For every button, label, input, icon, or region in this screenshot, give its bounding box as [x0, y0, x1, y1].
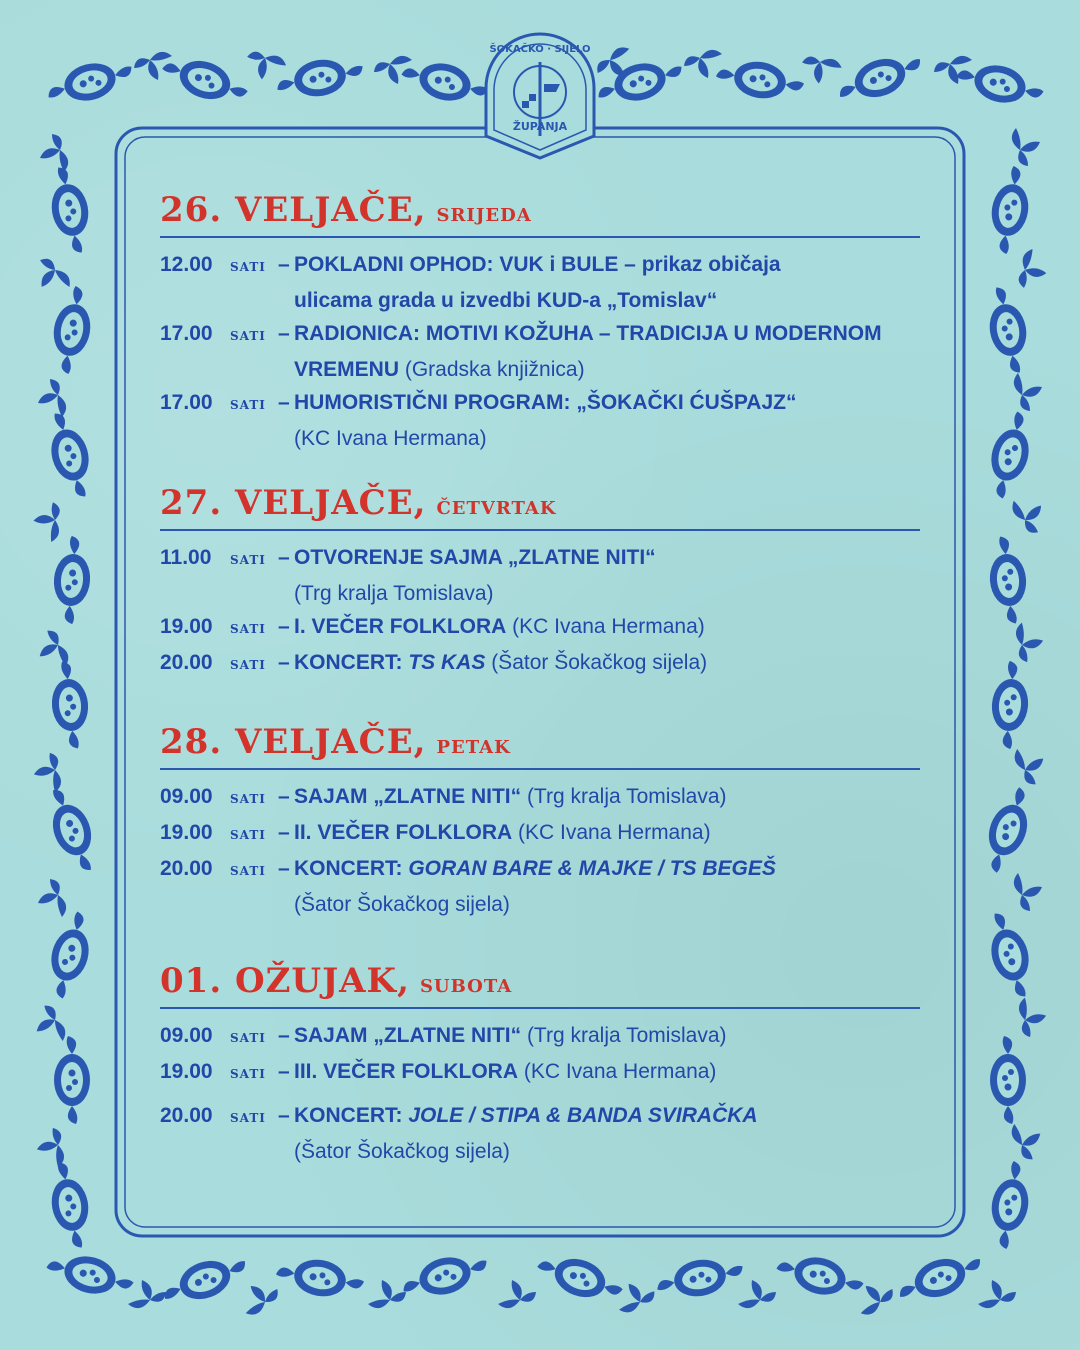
event-title: SAJAM „ZLATNE NITI“ [294, 1024, 522, 1047]
event-sati: SATI [230, 260, 266, 274]
event-sati: SATI [230, 329, 266, 343]
day-block [160, 961, 920, 1168]
event-time: 20.00 [160, 857, 213, 880]
event-sati: SATI [230, 622, 266, 636]
event-dash: – [278, 322, 290, 345]
event-continuation: ulicama grada u izvedbi KUD-a „Tomislav“ [294, 289, 718, 312]
event-dash: – [278, 546, 290, 569]
event-dash: – [278, 1024, 290, 1047]
event-title: III. VEČER FOLKLORA [294, 1060, 519, 1083]
event-dash: – [278, 1060, 290, 1083]
event-dash: – [278, 651, 290, 674]
event-title: KONCERT: [294, 857, 409, 880]
schedule [160, 190, 920, 1168]
event-venue: (Trg kralja Tomislava) [521, 1024, 727, 1047]
event-sati: SATI [230, 1067, 266, 1081]
event-row [160, 646, 920, 682]
event-time: 19.00 [160, 615, 213, 638]
event-continuation-bold: VREMENU [294, 358, 400, 381]
event-row [160, 816, 920, 852]
event-time: 09.00 [160, 1024, 213, 1047]
event-row [160, 1019, 920, 1055]
day-weekday: srijeda [436, 198, 532, 228]
event-venue: (KC Ivana Hermana) [506, 615, 705, 638]
event-title: KONCERT: [294, 1104, 409, 1127]
event-dash: – [278, 857, 290, 880]
event-title: HUMORISTIČNI PROGRAM: „ŠOKAČKI ĆUŠPAJZ“ [294, 391, 797, 414]
event-continuation [160, 353, 920, 386]
event-time: 11.00 [160, 546, 212, 569]
event-sati: SATI [230, 553, 266, 567]
event-row [160, 852, 920, 888]
event-time: 09.00 [160, 785, 213, 808]
event-time: 12.00 [160, 253, 213, 276]
event-time: 19.00 [160, 1060, 213, 1083]
event-dash: – [278, 785, 290, 808]
event-dash: – [278, 821, 290, 844]
day-date: 26. VELJAČE, [160, 190, 427, 230]
event-venue: (KC Ivana Hermana) [512, 821, 711, 844]
event-sati: SATI [230, 864, 266, 878]
event-row [160, 610, 920, 646]
event-venue: (Trg kralja Tomislava) [521, 785, 727, 808]
event-title: SAJAM „ZLATNE NITI“ [294, 785, 522, 808]
event-dash: – [278, 615, 290, 638]
day-block [160, 190, 920, 455]
event-time: 17.00 [160, 322, 213, 345]
event-row [160, 248, 920, 284]
event-row [160, 780, 920, 816]
event-sati: SATI [230, 828, 266, 842]
event-title: KONCERT: [294, 651, 409, 674]
event-venue: (KC Ivana Hermana) [518, 1060, 717, 1083]
event-dash: – [278, 253, 290, 276]
event-title: OTVORENJE SAJMA „ZLATNE NITI“ [294, 546, 656, 569]
event-performer: JOLE / STIPA & BANDA SVIRAČKA [408, 1104, 758, 1127]
day-date: 28. VELJAČE, [160, 722, 427, 762]
logo-top-text: ŠOKAČKO · SIJELO [489, 44, 591, 55]
day-weekday: četvrtak [436, 491, 557, 521]
day-heading [160, 722, 920, 770]
day-heading [160, 483, 920, 531]
event-title: I. VEČER FOLKLORA [294, 615, 507, 638]
event-dash: – [278, 391, 290, 414]
event-venue: (Trg kralja Tomislava) [294, 582, 494, 605]
event-sati: SATI [230, 792, 266, 806]
event-venue: (Šator Šokačkog sijela) [294, 893, 510, 916]
event-title: RADIONICA: MOTIVI KOŽUHA – TRADICIJA U MODERNOM [294, 322, 882, 345]
event-row [160, 1099, 920, 1135]
event-performer: GORAN BARE & MAJKE / TS BEGEŠ [408, 857, 776, 880]
event-time: 20.00 [160, 651, 213, 674]
event-time: 17.00 [160, 391, 213, 414]
day-weekday: subota [419, 969, 513, 999]
event-row [160, 386, 920, 422]
event-time: 19.00 [160, 821, 213, 844]
event-venue: (Šator Šokačkog sijela) [294, 1140, 510, 1163]
logo-bottom-text: ŽUPANJA [512, 120, 568, 133]
event-row [160, 1055, 920, 1091]
event-sati: SATI [230, 398, 266, 412]
event-time: 20.00 [160, 1104, 213, 1127]
event-performer: TS KAS [408, 651, 486, 674]
day-heading [160, 961, 920, 1009]
event-row [160, 541, 920, 577]
event-venue: (KC Ivana Hermana) [294, 427, 487, 450]
day-heading [160, 190, 920, 238]
event-title: II. VEČER FOLKLORA [294, 821, 513, 844]
event-venue: (Šator Šokačkog sijela) [485, 651, 708, 674]
event-sati: SATI [230, 658, 266, 672]
day-block [160, 722, 920, 921]
event-dash: – [278, 1104, 290, 1127]
sokacko-sijelo-logo [478, 26, 602, 160]
event-sati: SATI [230, 1031, 266, 1045]
day-date: 01. OŽUJAK, [160, 961, 410, 1001]
day-date: 27. VELJAČE, [160, 483, 427, 523]
event-venue: (Gradska knjižnica) [399, 358, 585, 381]
event-sati: SATI [230, 1111, 266, 1125]
event-title: POKLADNI OPHOD: VUK i BULE – prikaz običaja [294, 253, 781, 276]
day-weekday: petak [436, 730, 511, 760]
event-row [160, 317, 920, 353]
day-block [160, 483, 920, 682]
